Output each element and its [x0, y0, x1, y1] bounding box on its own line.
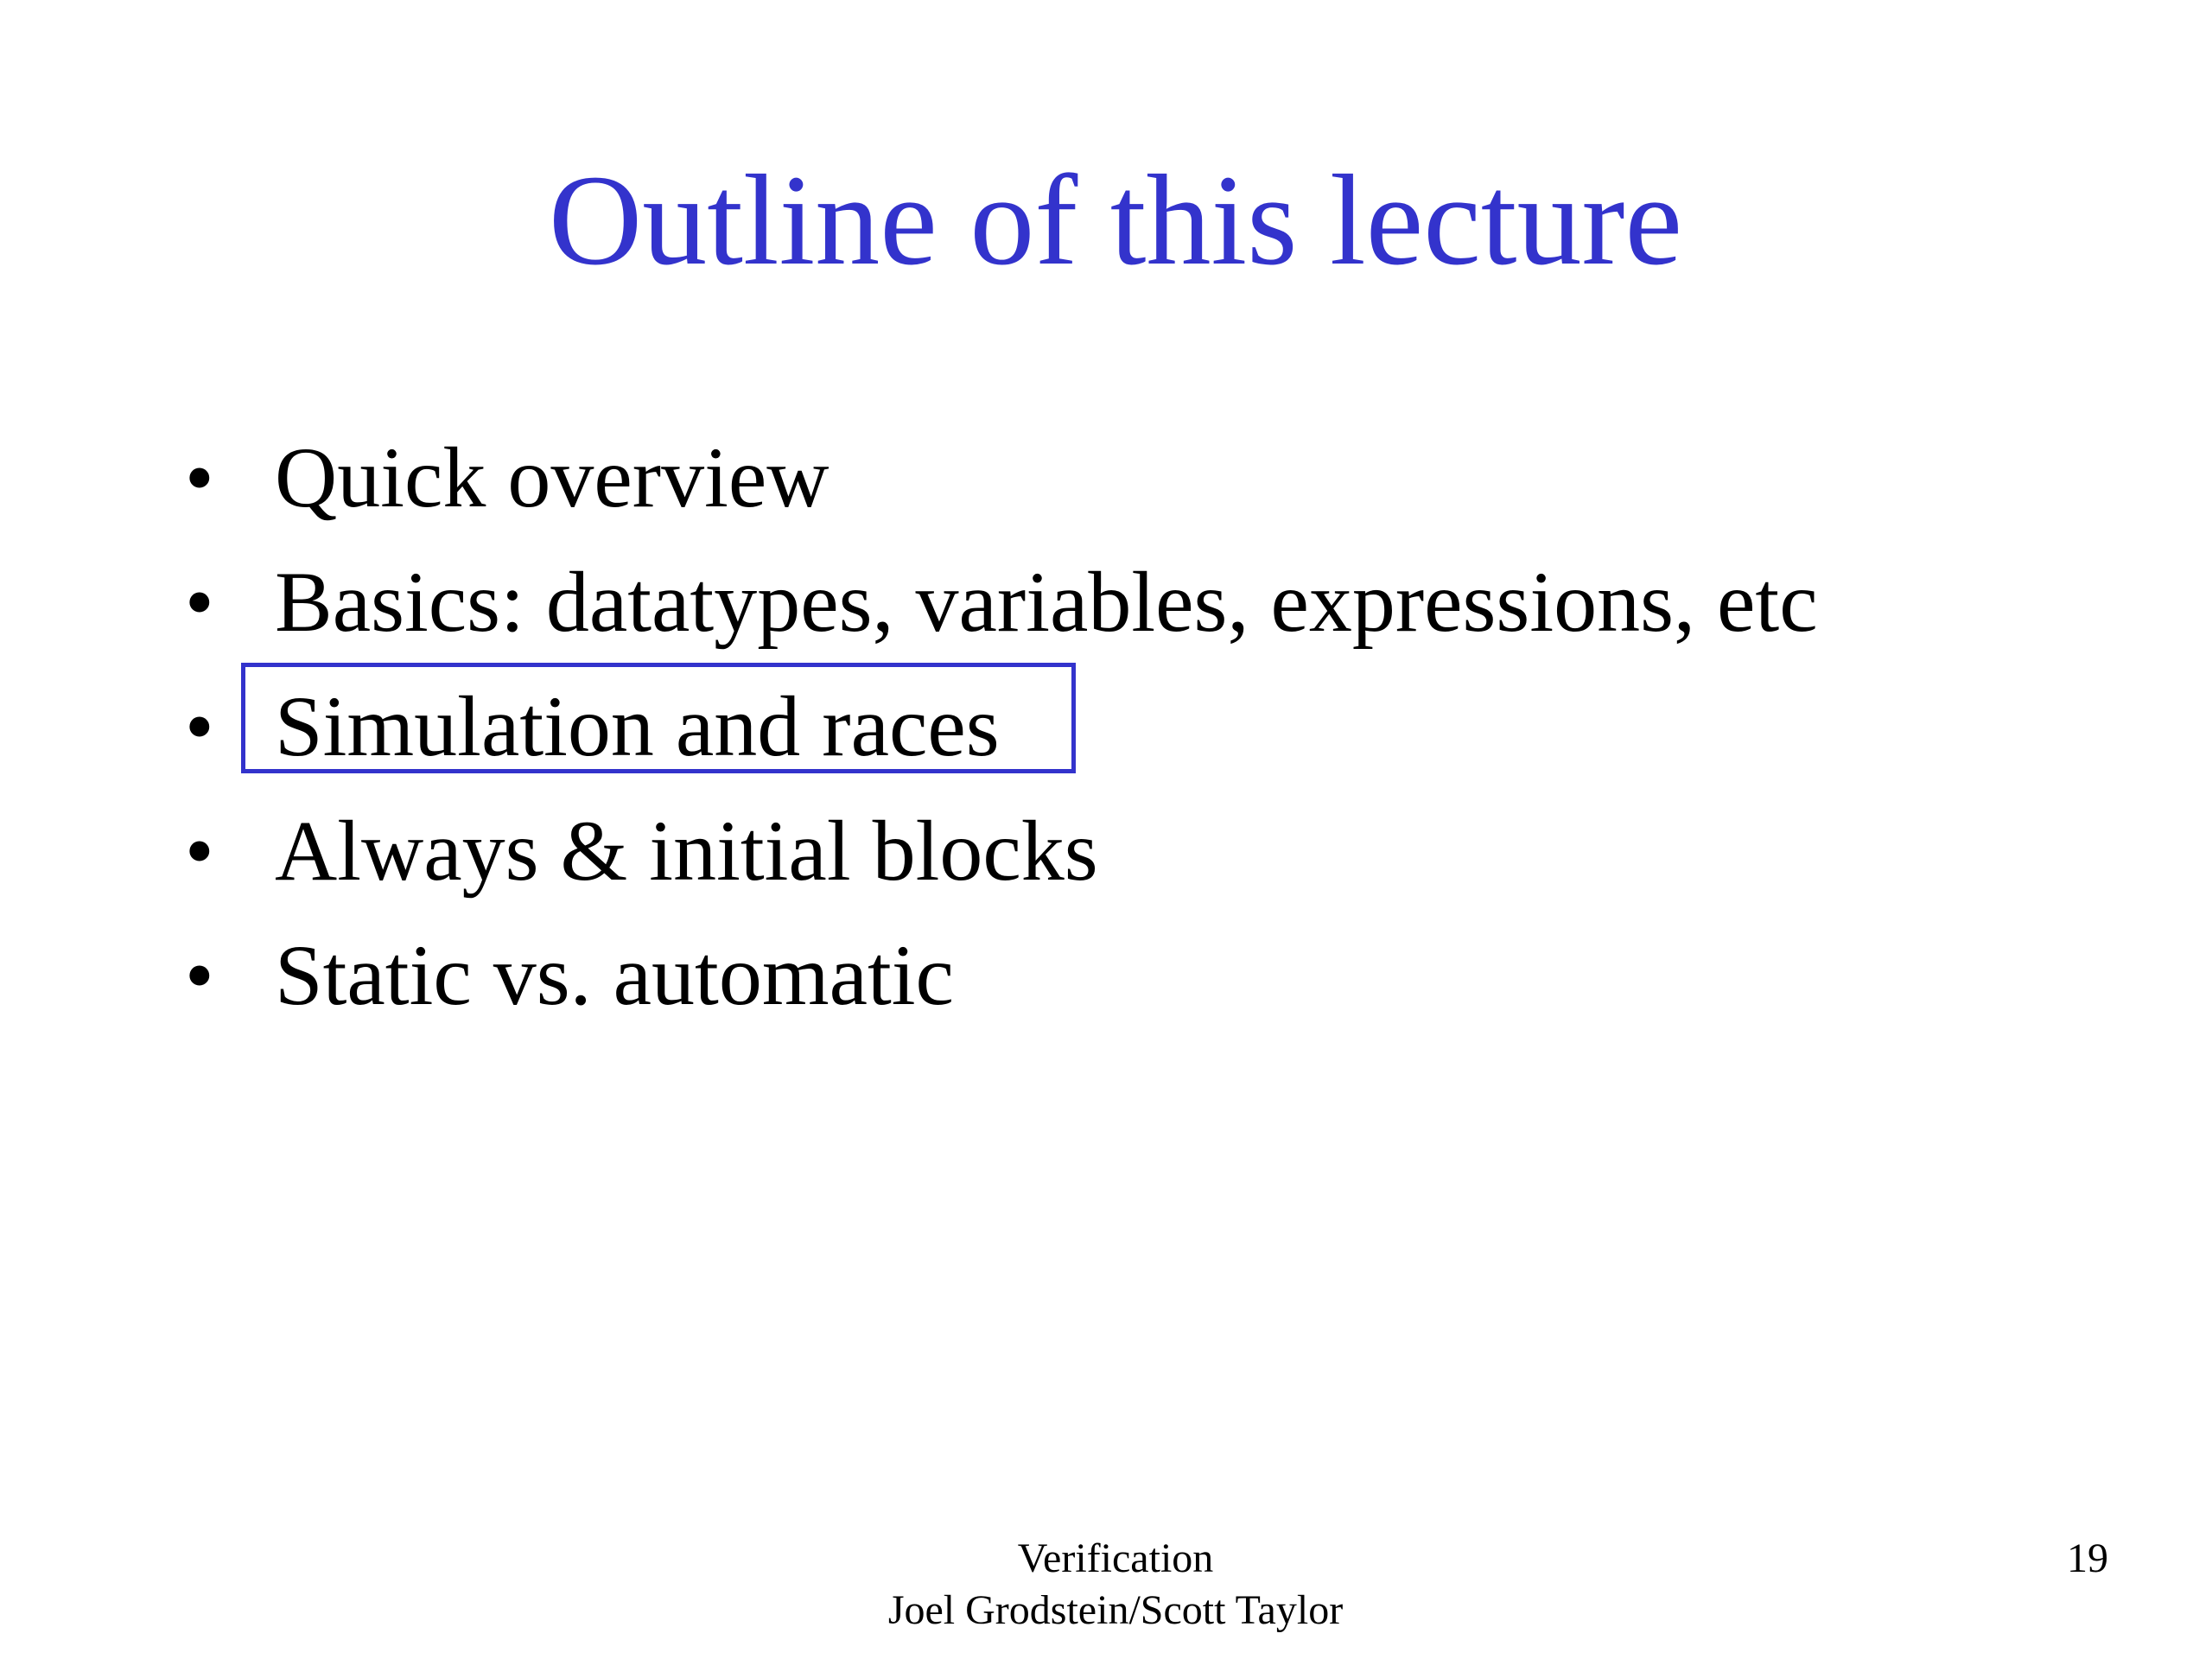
bullet-item [0, 795, 1987, 907]
bullet-marker: • [185, 556, 214, 648]
bullet-text: Basics: datatypes, variables, expressions, etc [275, 554, 1818, 650]
bullet-item [0, 422, 1987, 534]
footer-course-title: Verification [1017, 1535, 1214, 1581]
bullet-item [0, 919, 1987, 1032]
bullet-marker: • [185, 929, 214, 1021]
page-number: 19 [2067, 1535, 2108, 1581]
bullet-marker: • [185, 431, 214, 524]
bullet-item-highlighted [0, 671, 1987, 783]
bullet-marker: • [185, 804, 214, 897]
bullet-text: Simulation and races [275, 678, 1000, 774]
bullet-text: Static vs. automatic [275, 927, 954, 1023]
bullet-item [0, 546, 1987, 658]
footer-authors: Joel Grodstein/Scott Taylor [887, 1587, 1344, 1633]
bullet-text: Always & initial blocks [275, 803, 1098, 899]
bullet-marker: • [185, 680, 214, 772]
bullet-text: Quick overview [275, 429, 830, 525]
slide-title: Outline of this lecture [548, 149, 1683, 292]
